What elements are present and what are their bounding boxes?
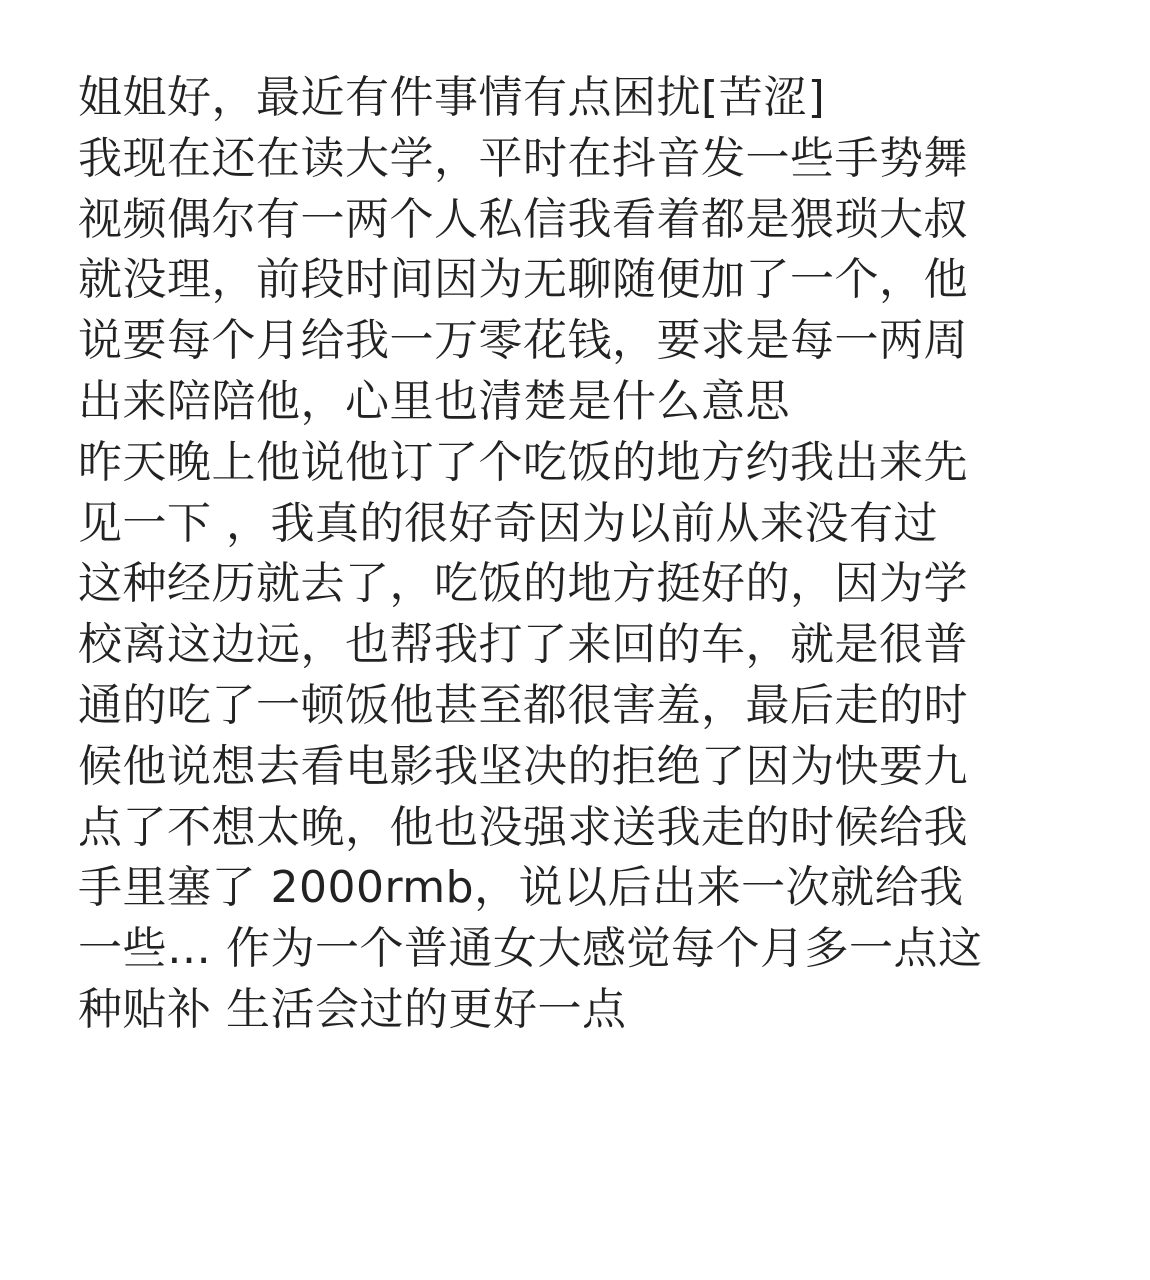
text-line: 点了不想太晚，他也没强求送我走的时候给我 <box>78 801 968 853</box>
text-line: 一些… 作为一个普通女大感觉每个月多一点这 <box>78 923 983 975</box>
text-line: 姐姐好，最近有件事情有点困扰[苦涩] <box>78 72 826 123</box>
text-line: 出来陪陪他，心里也清楚是什么意思 <box>78 375 790 427</box>
text-line: 昨天晚上他说他订了个吃饭的地方约我出来先 <box>78 436 968 488</box>
text-line: 校离这边远，也帮我打了来回的车，就是很普 <box>78 619 968 671</box>
text-line: 我现在还在读大学，平时在抖音发一些手势舞 <box>78 132 968 184</box>
text-line: 这种经历就去了，吃饭的地方挺好的，因为学 <box>78 558 968 610</box>
post-text-body <box>78 68 1078 1041</box>
text-line: 视频偶尔有一两个人私信我看着都是猥琐大叔 <box>78 193 968 245</box>
text-line: 种贴补 生活会过的更好一点 <box>78 983 627 1035</box>
text-line: 手里塞了 2000rmb，说以后出来一次就给我 <box>78 862 964 914</box>
text-line: 说要每个月给我一万零花钱，要求是每一两周 <box>78 315 968 367</box>
text-line: 候他说想去看电影我坚决的拒绝了因为快要九 <box>78 740 968 792</box>
text-line: 就没理，前段时间因为无聊随便加了一个，他 <box>78 254 968 306</box>
text-line: 通的吃了一顿饭他甚至都很害羞，最后走的时 <box>78 679 968 731</box>
text-line: 见一下 ，我真的很好奇因为以前从来没有过 <box>78 497 938 549</box>
